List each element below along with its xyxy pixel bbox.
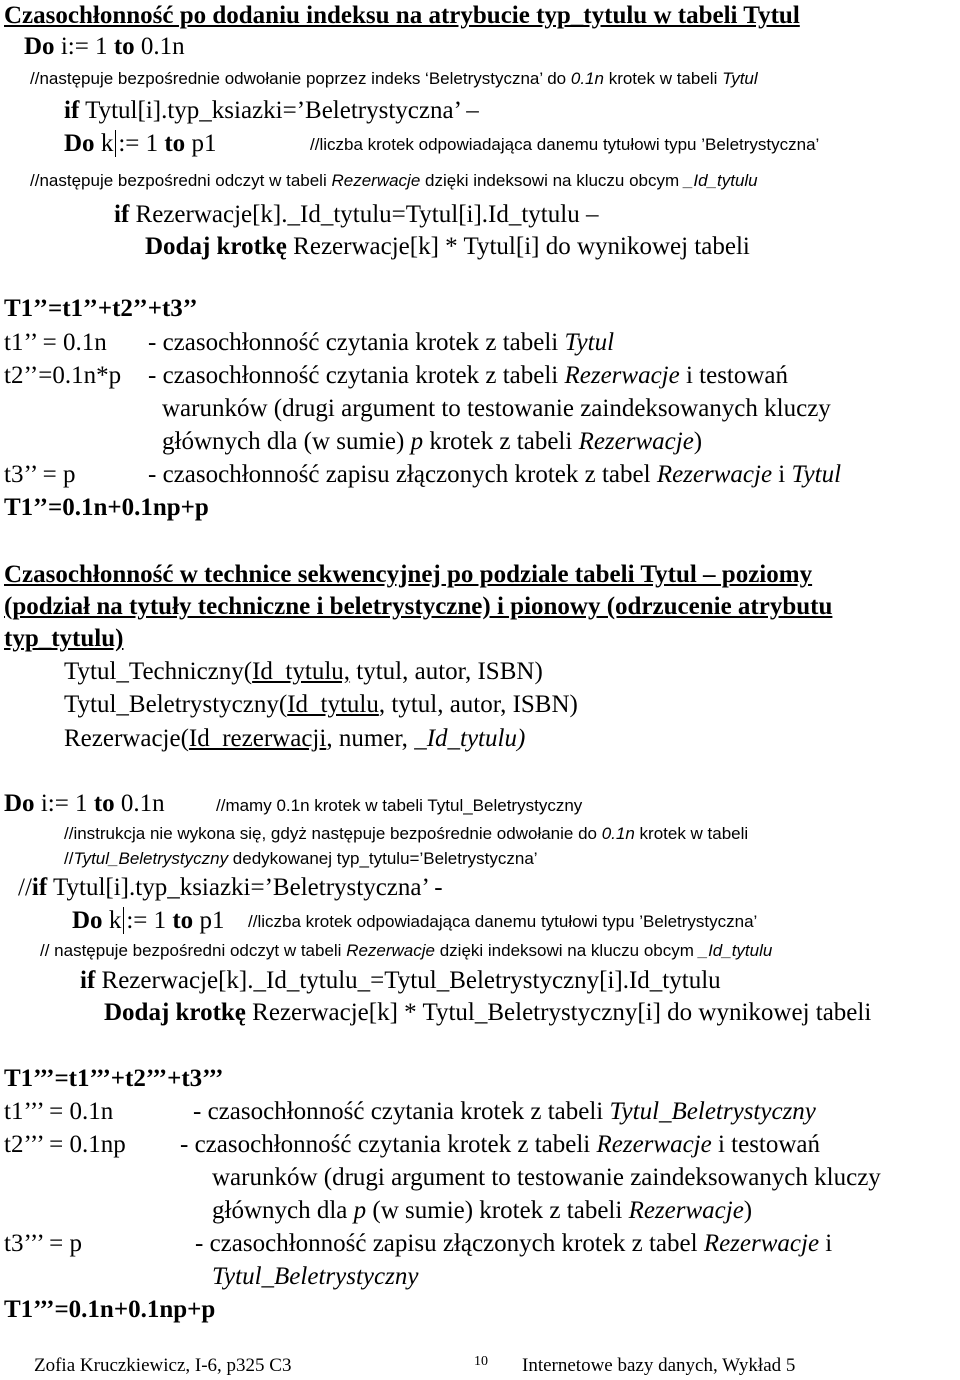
t2-desc-line2: warunków (drugi argument to testowanie zaindeksowanych kluczy <box>162 395 831 422</box>
inner-loop-line: Do k := 1 to p1 <box>64 130 217 157</box>
loop-line: Do i:= 1 to 0.1n <box>24 33 185 60</box>
if2-line: if Rezerwacje[k]._Id_tytulu=Tytul[i].Id_tytulu – <box>114 201 599 228</box>
t1-label: t1’’ = 0.1n <box>4 329 107 356</box>
t2b-desc: - czasochłonność czytania krotek z tabeli Rezerwacje i testowań <box>180 1131 821 1158</box>
t3b-desc-line2: Tytul_Beletrystyczny <box>212 1263 419 1290</box>
dedicated-comment: //Tytul_Beletrystyczny dedykowanej typ_tytulu=’Beletrystyczna’ <box>64 849 538 868</box>
t2-label: t2’’=0.1n*p <box>4 362 122 389</box>
loop2-comment: //mamy 0.1n krotek w tabeli Tytul_Beletrystyczny <box>216 796 583 815</box>
t1b-desc: - czasochłonność czytania krotek z tabeli Tytul_Beletrystyczny <box>193 1098 816 1125</box>
index-comment: //następuje bezpośrednie odwołanie poprzez indeks ‘Beletrystyczna’ do 0.1n krotek w tabeli Tytul <box>30 69 758 88</box>
if-line: if Tytul[i].typ_ksiazki=’Beletrystyczna’ – <box>64 97 479 124</box>
footer-page-number: 10 <box>474 1354 488 1369</box>
schema-rezerwacje: Rezerwacje(Id_rezerwacji, numer, _Id_tytulu) <box>64 725 526 752</box>
footer-author: Zofia Kruczkiewicz, I-6, p325 C3 <box>34 1355 292 1376</box>
inner-loop2-line: Do k := 1 to p1 <box>72 907 225 934</box>
result-formula: T1’’=0.1n+0.1np+p <box>4 494 209 521</box>
inner-loop2-comment: //liczba krotek odpowiadająca danemu tytułowi typu ’Beletrystyczna’ <box>248 912 758 931</box>
loop2-line: Do i:= 1 to 0.1n <box>4 790 165 817</box>
if4-line: if Rezerwacje[k]._Id_tytulu_=Tytul_Beletrystyczny[i].Id_tytulu <box>80 967 721 994</box>
add2-line: Dodaj krotkę Rezerwacje[k] * Tytul_Beletrystyczny[i] do wynikowej tabeli <box>104 999 872 1026</box>
section2-heading-line1: Czasochłonność w technice sekwencyjnej po podziale tabeli Tytul – poziomy <box>4 561 813 588</box>
section2-heading-line2: (podział na tytuły techniczne i beletrystyczne) i pionowy (odrzucenie atrybutu <box>4 593 833 620</box>
section2-heading-line3: typ_tytulu) <box>4 625 124 652</box>
read-comment: //następuje bezpośredni odczyt w tabeli Rezerwacje dzięki indeksowi na kluczu obcym _Id_tytulu <box>30 171 758 190</box>
inner-loop-comment: //liczba krotek odpowiadająca danemu tytułowi typu ’Beletrystyczna’ <box>310 135 820 154</box>
t1-desc: - czasochłonność czytania krotek z tabeli Tytul <box>148 329 615 356</box>
if3-line: //if Tytul[i].typ_ksiazki=’Beletrystyczna’ - <box>18 874 443 901</box>
schema-tytul-techniczny: Tytul_Techniczny(Id_tytulu, tytul, autor, ISBN) <box>64 658 543 685</box>
t3b-label: t3’’’ = p <box>4 1230 82 1257</box>
t3b-desc: - czasochłonność zapisu złączonych krotek z tabel Rezerwacje i <box>195 1230 833 1257</box>
t1b-label: t1’’’ = 0.1n <box>4 1098 114 1125</box>
section1-heading: Czasochłonność po dodaniu indeksu na atrybucie typ_tytulu w tabeli Tytul <box>4 2 800 29</box>
t3-desc: - czasochłonność zapisu złączonych krotek z tabel Rezerwacje i Tytul <box>148 461 842 488</box>
total2-formula: T1’’’=t1’’’+t2’’’+t3’’’ <box>4 1065 224 1092</box>
t2b-desc-line3: głównych dla p (w sumie) krotek z tabeli Rezerwacje) <box>212 1197 753 1224</box>
result2-formula: T1’’’=0.1n+0.1np+p <box>4 1296 216 1323</box>
schema-tytul-beletrystyczny: Tytul_Beletrystyczny(Id_tytulu, tytul, autor, ISBN) <box>64 691 578 718</box>
t2b-label: t2’’’ = 0.1np <box>4 1131 126 1158</box>
t2-desc-line3: głównych dla (w sumie) p krotek z tabeli Rezerwacje) <box>162 428 703 455</box>
t2b-desc-line2: warunków (drugi argument to testowanie zaindeksowanych kluczy <box>212 1164 881 1191</box>
t2-desc: - czasochłonność czytania krotek z tabeli Rezerwacje i testowań <box>148 362 789 389</box>
instr-comment: //instrukcja nie wykona się, gdyż następuje bezpośrednie odwołanie do 0.1n krotek w tabeli <box>64 824 749 843</box>
t3-label: t3’’ = p <box>4 461 76 488</box>
read2-comment: // następuje bezpośredni odczyt w tabeli Rezerwacje dzięki indeksowi na kluczu obcym _Id_tytulu <box>40 941 773 960</box>
total-formula: T1’’=t1’’+t2’’+t3’’ <box>4 295 198 322</box>
add-line: Dodaj krotkę Rezerwacje[k] * Tytul[i] do wynikowej tabeli <box>145 233 750 260</box>
footer-course: Internetowe bazy danych, Wykład 5 <box>522 1355 796 1376</box>
